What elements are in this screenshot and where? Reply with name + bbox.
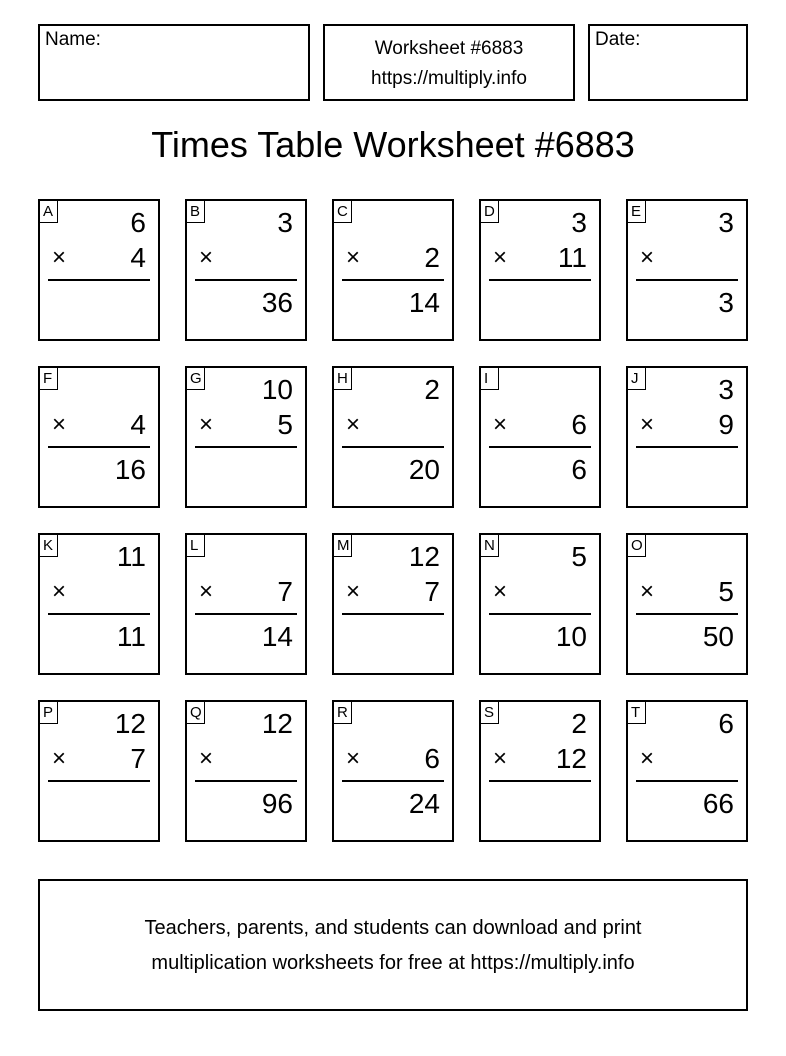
problem-letter: K [40, 535, 58, 557]
answer-value: 20 [408, 454, 440, 485]
problem-card-p [38, 700, 160, 842]
times-sign: × [52, 411, 67, 438]
answer-value: 10 [555, 621, 587, 652]
answer-rule [195, 446, 297, 448]
bottom-operand: 5 [718, 576, 734, 607]
problem-card-o [626, 533, 748, 675]
problem-letter: L [187, 535, 205, 557]
problem-card-s [479, 700, 601, 842]
top-operand: 12 [114, 708, 146, 739]
answer-rule [489, 446, 591, 448]
bottom-operand: 2 [424, 242, 440, 273]
times-sign: × [640, 745, 655, 772]
date-label: Date: [595, 29, 641, 50]
answer-rule [195, 780, 297, 782]
top-operand: 11 [116, 541, 146, 572]
times-sign: × [52, 244, 67, 271]
problem-letter: A [40, 201, 58, 223]
problem-letter: R [334, 702, 352, 724]
answer-rule [636, 780, 738, 782]
top-operand: 3 [571, 207, 587, 238]
answer-rule [342, 279, 444, 281]
times-sign: × [52, 745, 67, 772]
name-label: Name: [45, 29, 101, 50]
problem-card-c [332, 199, 454, 341]
answer-rule [342, 780, 444, 782]
answer-value: 16 [114, 454, 146, 485]
bottom-operand: 6 [424, 743, 440, 774]
answer-value: 36 [261, 287, 293, 318]
worksheet-id-box [323, 24, 575, 101]
name-field-box[interactable] [38, 24, 310, 101]
answer-rule [48, 279, 150, 281]
problem-card-f [38, 366, 160, 508]
top-operand: 3 [718, 374, 734, 405]
answer-rule [489, 279, 591, 281]
times-sign: × [199, 745, 214, 772]
top-operand: 6 [130, 207, 146, 238]
problem-card-q [185, 700, 307, 842]
times-sign: × [346, 244, 361, 271]
times-sign: × [52, 578, 67, 605]
problem-card-e [626, 199, 748, 341]
bottom-operand: 7 [424, 576, 440, 607]
answer-value: 14 [408, 287, 440, 318]
times-sign: × [640, 578, 655, 605]
problem-letter: D [481, 201, 499, 223]
top-operand: 3 [718, 207, 734, 238]
problem-letter: C [334, 201, 352, 223]
problem-letter: P [40, 702, 58, 724]
times-sign: × [346, 745, 361, 772]
problem-card-a [38, 199, 160, 341]
answer-value: 14 [261, 621, 293, 652]
answer-value: 3 [718, 287, 734, 318]
times-sign: × [346, 411, 361, 438]
answer-rule [489, 780, 591, 782]
problem-card-g [185, 366, 307, 508]
bottom-operand: 4 [130, 242, 146, 273]
problem-card-j [626, 366, 748, 508]
answer-rule [489, 613, 591, 615]
times-sign: × [199, 578, 214, 605]
answer-value: 6 [571, 454, 587, 485]
problem-letter: I [481, 368, 499, 390]
times-sign: × [199, 411, 214, 438]
answer-rule [342, 446, 444, 448]
bottom-operand: 5 [277, 409, 293, 440]
answer-value: 96 [261, 788, 293, 819]
bottom-operand: 11 [557, 242, 587, 273]
times-sign: × [493, 244, 508, 271]
bottom-operand: 12 [555, 743, 587, 774]
times-sign: × [640, 244, 655, 271]
problem-letter: J [628, 368, 646, 390]
times-sign: × [493, 411, 508, 438]
problem-letter: S [481, 702, 499, 724]
problem-card-r [332, 700, 454, 842]
problem-card-m [332, 533, 454, 675]
problem-card-l [185, 533, 307, 675]
answer-rule [48, 613, 150, 615]
problem-letter: M [334, 535, 352, 557]
answer-rule [195, 613, 297, 615]
times-sign: × [346, 578, 361, 605]
answer-value: 24 [408, 788, 440, 819]
top-operand: 12 [261, 708, 293, 739]
times-sign: × [493, 745, 508, 772]
answer-value: 50 [702, 621, 734, 652]
problem-letter: T [628, 702, 646, 724]
problem-card-t [626, 700, 748, 842]
page-title: Times Table Worksheet #6883 [151, 124, 635, 165]
answer-rule [48, 780, 150, 782]
top-operand: 3 [277, 207, 293, 238]
top-operand: 5 [571, 541, 587, 572]
answer-value: 66 [702, 788, 734, 819]
problem-card-b [185, 199, 307, 341]
bottom-operand: 4 [130, 409, 146, 440]
problem-card-i [479, 366, 601, 508]
bottom-operand: 7 [277, 576, 293, 607]
top-operand: 10 [261, 374, 293, 405]
times-sign: × [199, 244, 214, 271]
problem-letter: Q [187, 702, 205, 724]
bottom-operand: 9 [718, 409, 734, 440]
top-operand: 2 [424, 374, 440, 405]
top-operand: 6 [718, 708, 734, 739]
answer-value: 11 [116, 621, 146, 652]
top-operand: 12 [408, 541, 440, 572]
problem-letter: N [481, 535, 499, 557]
worksheet-number: Worksheet #6883 [374, 38, 524, 59]
problem-card-k [38, 533, 160, 675]
answer-rule [636, 446, 738, 448]
answer-rule [342, 613, 444, 615]
footer-line-2: multiplication worksheets for free at https://multiply.info [151, 952, 635, 974]
answer-rule [636, 279, 738, 281]
problem-letter: E [628, 201, 646, 223]
times-sign: × [640, 411, 655, 438]
problem-letter: G [187, 368, 205, 390]
top-operand: 2 [571, 708, 587, 739]
problem-letter: F [40, 368, 58, 390]
times-sign: × [493, 578, 508, 605]
answer-rule [48, 446, 150, 448]
worksheet-url: https://multiply.info [371, 68, 527, 89]
problem-card-d [479, 199, 601, 341]
problem-letter: B [187, 201, 205, 223]
footer-box [38, 879, 748, 1011]
problem-letter: H [334, 368, 352, 390]
answer-rule [636, 613, 738, 615]
date-field-box[interactable] [588, 24, 748, 101]
problem-letter: O [628, 535, 646, 557]
answer-rule [195, 279, 297, 281]
bottom-operand: 6 [571, 409, 587, 440]
bottom-operand: 7 [130, 743, 146, 774]
footer-line-1: Teachers, parents, and students can download and print [144, 917, 642, 939]
problem-card-n [479, 533, 601, 675]
problem-card-h [332, 366, 454, 508]
